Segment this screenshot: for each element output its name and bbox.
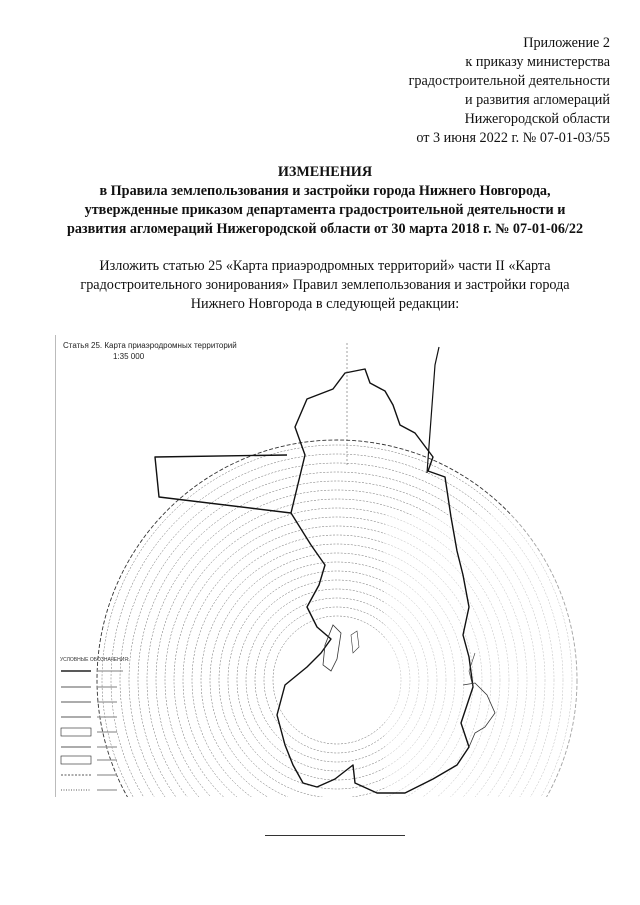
annex-line: Приложение 2 (523, 35, 610, 51)
intro-line: Нижнего Новгорода в следующей редакции: (190, 296, 460, 312)
annex-block (409, 34, 610, 148)
intro-line: градостроительного зонирования» Правил землепользования и застройки города (80, 277, 570, 293)
island-shape (323, 625, 341, 671)
legend-title: УСЛОВНЫЕ ОБОЗНАЧЕНИЯ: (60, 657, 130, 663)
annex-line: к приказу министерства (465, 54, 610, 70)
annex-line: градостроительной деятельности (408, 73, 610, 89)
map-scale: 1:35 000 (113, 352, 145, 361)
legend-label-stubs (97, 671, 123, 790)
map-caption: Статья 25. Карта приаэродромных территорий (63, 341, 237, 350)
title-line: развития агломераций Нижегородской области от 30 марта 2018 г. № 07-01-06/22 (66, 221, 584, 237)
river-line (427, 347, 439, 473)
intro-paragraph (40, 257, 610, 314)
legend-swatch (61, 728, 91, 736)
intro-line: Изложить статью 25 «Карта приаэродромных территорий» части II «Карта (99, 258, 551, 274)
title-heading: ИЗМЕНЕНИЯ (277, 164, 373, 180)
title-line: в Правила землепользования и застройки города Нижнего Новгорода, (99, 183, 551, 199)
annex-line: и развития агломераций (464, 92, 610, 108)
ring-fade-right (385, 515, 615, 797)
legend-swatch (61, 756, 91, 764)
bottom-divider (265, 835, 405, 836)
island-shape (351, 631, 359, 653)
title-line: утвержденные приказом департамента градостроительной деятельности и (84, 202, 566, 218)
annex-line: от 3 июня 2022 г. № 07-01-03/55 (416, 130, 610, 146)
document-title (40, 163, 610, 239)
airfield-territory-map (55, 335, 615, 797)
map-legend (61, 671, 91, 790)
annex-line: Нижегородской области (464, 111, 610, 127)
